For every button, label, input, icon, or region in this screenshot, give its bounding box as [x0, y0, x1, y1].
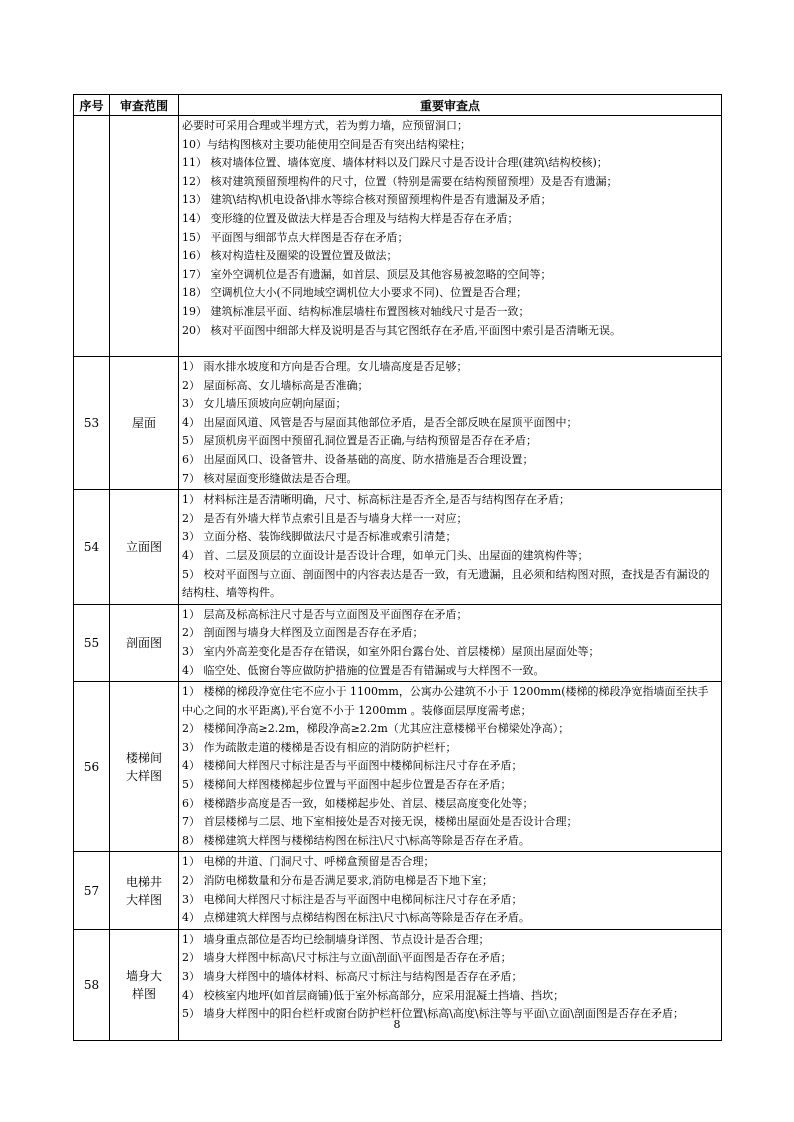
- row-scope-label: 剖面图: [125, 635, 162, 650]
- row-scope: [110, 604, 179, 681]
- row-number: [74, 116, 110, 357]
- review-point: 18） 空调机位大小(不同地域空调机位大小要求不同)、位置是否合理；: [182, 286, 528, 300]
- review-point: 4） 点梯建筑大样图与点梯结构图在标注\尺寸\标高等除是否存在矛盾。: [182, 911, 530, 925]
- review-table: [73, 94, 722, 1041]
- review-point: 3） 女儿墙压顶坡向应朝向屋面；: [182, 397, 347, 411]
- review-point: 必要时可采用合理或半埋方式，若为剪力墙，应预留洞口；: [182, 119, 468, 132]
- review-point: 4） 出屋面风道、风管是否与屋面其他部位矛盾，是否全部反映在屋顶平面图中；: [182, 415, 578, 429]
- row-scope-label: 电梯井大样图: [125, 874, 162, 907]
- review-point: 2） 屋面标高、女儿墙标高是否准确；: [182, 378, 369, 392]
- review-point: 3） 室内外高差变化是否存在错误，如室外阳台露台处、首层楼梯）屋顶出屋面处等；: [182, 644, 600, 658]
- review-point: 2） 是否有外墙大样节点索引且是否与墙身大样一一对应；: [182, 511, 468, 525]
- row-scope: [110, 357, 179, 490]
- row-points: [179, 604, 722, 681]
- review-point: 8） 楼梯建筑大样图与楼梯结构图在标注\尺寸\标高等除是否存在矛盾。: [182, 833, 530, 847]
- row-number: 57: [74, 852, 110, 929]
- review-point: 6） 出屋面风口、设备管井、设备基础的高度、防水措施是否合理设置；: [182, 452, 534, 466]
- review-point: 10）与结构图核对主要功能使用空间是否有突出结构梁柱；: [182, 137, 471, 151]
- row-scope-label: 屋面: [131, 416, 156, 431]
- review-point: 2） 消防电梯数量和分布是否满足要求,消防电梯是否下地下室；: [182, 874, 493, 888]
- header-no: 序号: [74, 95, 110, 116]
- row-scope: [110, 682, 179, 852]
- row-scope: [110, 852, 179, 929]
- review-point: 20） 核对平面图中细部大样及说明是否与其它图纸存在矛盾,平面图中索引是否清晰无误。: [182, 323, 621, 337]
- review-point: 1） 电梯的井道、门洞尺寸、呼梯盒预留是否合理；: [182, 855, 435, 869]
- row-number: 53: [74, 357, 110, 490]
- review-point: 4） 临空处、低窗台等应做防护措施的位置是否有错漏或与大样图不一致。: [182, 663, 545, 677]
- row-number: 56: [74, 682, 110, 852]
- table-row: [74, 490, 722, 605]
- review-point: 5） 墙身大样图中的阳台栏杆或窗台防护栏杆位置\标高\高度\标注等与平面\立面\剖面图是否存在矛盾；: [182, 1007, 685, 1021]
- row-scope: [110, 490, 179, 605]
- row-points: [179, 682, 722, 852]
- review-point: 7） 核对屋面变形缝做法是否合理。: [182, 471, 358, 485]
- row-points: [179, 490, 722, 605]
- review-point: 3） 电梯间大样图尺寸标注是否与平面图中电梯间标注尺寸存在矛盾；: [182, 892, 523, 906]
- review-point: 4） 校核室内地坪(如首层商铺)低于室外标高部分，应采用混凝土挡墙、挡坎；: [182, 988, 565, 1002]
- review-point: 5） 屋顶机房平面图中预留孔洞位置是否正确,与结构预留是否存在矛盾；: [182, 434, 537, 448]
- row-scope-label: 楼梯间大样图: [125, 750, 162, 783]
- review-point: 19） 建筑标准层平面、结构标准层墙柱布置图核对轴线尺寸是否一致；: [182, 304, 530, 318]
- row-scope-label: 墙身大样图: [125, 968, 162, 1001]
- row-points: [179, 116, 722, 357]
- review-point: 5） 楼梯间大样图楼梯起步位置与平面图中起步位置是否存在矛盾；: [182, 778, 512, 792]
- review-point: 11） 核对墙体位置、墙体宽度、墙体材料以及门跺尺寸是否设计合理(建筑\结构校核)；: [182, 156, 608, 170]
- table-row: [74, 852, 722, 929]
- row-scope-label: 立面图: [125, 539, 162, 554]
- table-row: [74, 357, 722, 490]
- row-number: 54: [74, 490, 110, 605]
- review-point: 16） 核对构造柱及圈梁的设置位置及做法；: [182, 249, 398, 263]
- review-point: 1） 材料标注是否清晰明确，尺寸、标高标注是否齐全,是否与结构图存在矛盾；: [182, 493, 570, 507]
- review-point: 1） 层高及标高标注尺寸是否与立面图及平面图存在矛盾；: [182, 607, 468, 621]
- review-point: 6） 楼梯踏步高度是否一致，如楼梯起步处、首层、楼层高度变化处等；: [182, 796, 534, 810]
- review-point: 1） 雨水排水坡度和方向是否合理。女儿墙高度是否足够；: [182, 360, 468, 373]
- review-point: 15） 平面图与细部节点大样图是否存在矛盾；: [182, 230, 409, 244]
- review-point: 12） 核对建筑预留预埋构件的尺寸，位置（特别是需要在结构预留预埋）及是否有遗漏；: [182, 174, 618, 188]
- review-point: 2） 楼梯间净高≥2.2m，梯段净高≥2.2m（尤其应注意楼梯平台梯梁处净高）；: [182, 722, 570, 736]
- page-number: 8: [393, 1018, 401, 1031]
- review-point: 3） 立面分格、装饰线脚做法尺寸是否标准或索引清楚；: [182, 530, 457, 544]
- review-point: 2） 墙身大样图中标高\尺寸标注与立面\剖面\平面图是否存在矛盾；: [182, 951, 512, 965]
- row-number: 58: [74, 929, 110, 1040]
- review-point: 13） 建筑\结构\机电设备\排水等综合核对预留预埋构件是否有遗漏及矛盾；: [182, 193, 552, 207]
- review-point: 14） 变形缝的位置及做法大样是否合理及与结构大样是否存在矛盾；: [182, 211, 519, 225]
- table-row: [74, 116, 722, 357]
- review-point: 3） 作为疏散走道的楼梯是否设有相应的消防防护栏杆；: [182, 740, 457, 754]
- row-points: [179, 357, 722, 490]
- review-point: 3） 墙身大样图中的墙体材料、标高尺寸标注与结构图是否存在矛盾；: [182, 970, 523, 983]
- review-point: 4） 首、二层及顶层的立面设计是否设计合理，如单元门头、出屋面的建筑构件等；: [182, 548, 589, 562]
- row-points: [179, 852, 722, 929]
- review-point: 1） 墙身重点部位是否均已绘制墙身详图、节点设计是否合理；: [182, 932, 490, 946]
- review-point: 17） 室外空调机位是否有遗漏，如首层、顶层及其他容易被忽略的空间等；: [182, 267, 552, 281]
- review-point: 5） 校对平面图与立面、剖面图中的内容表达是否一致，有无遗漏，且必须和结构图对照，查找是否有漏设的结构柱、墙等构件。: [182, 567, 710, 600]
- table-body: [74, 116, 722, 1041]
- review-point: 7） 首层楼梯与二层、地下室相接处是否对接无误，楼梯出屋面处是否设计合理；: [182, 815, 578, 829]
- header-scope: 审查范围: [110, 95, 179, 116]
- header-row: [74, 95, 722, 116]
- row-scope: [110, 116, 179, 357]
- header-points: 重要审查点: [179, 95, 722, 116]
- review-point: 1） 楼梯的梯段净宽住宅不应小于 1100mm，公寓办公建筑不小于 1200mm(楼梯的梯段净宽指墙面至扶手中心之间的水平距离),平台宽不小于 1200mm 。装修面层厚度需考虑；: [182, 685, 709, 717]
- review-point: 2） 剖面图与墙身大样图及立面图是否存在矛盾；: [182, 626, 424, 640]
- row-number: 55: [74, 604, 110, 681]
- table-row: [74, 682, 722, 852]
- review-point: 4） 楼梯间大样图尺寸标注是否与平面图中楼梯间标注尺寸存在矛盾；: [182, 759, 523, 773]
- table-row: [74, 604, 722, 681]
